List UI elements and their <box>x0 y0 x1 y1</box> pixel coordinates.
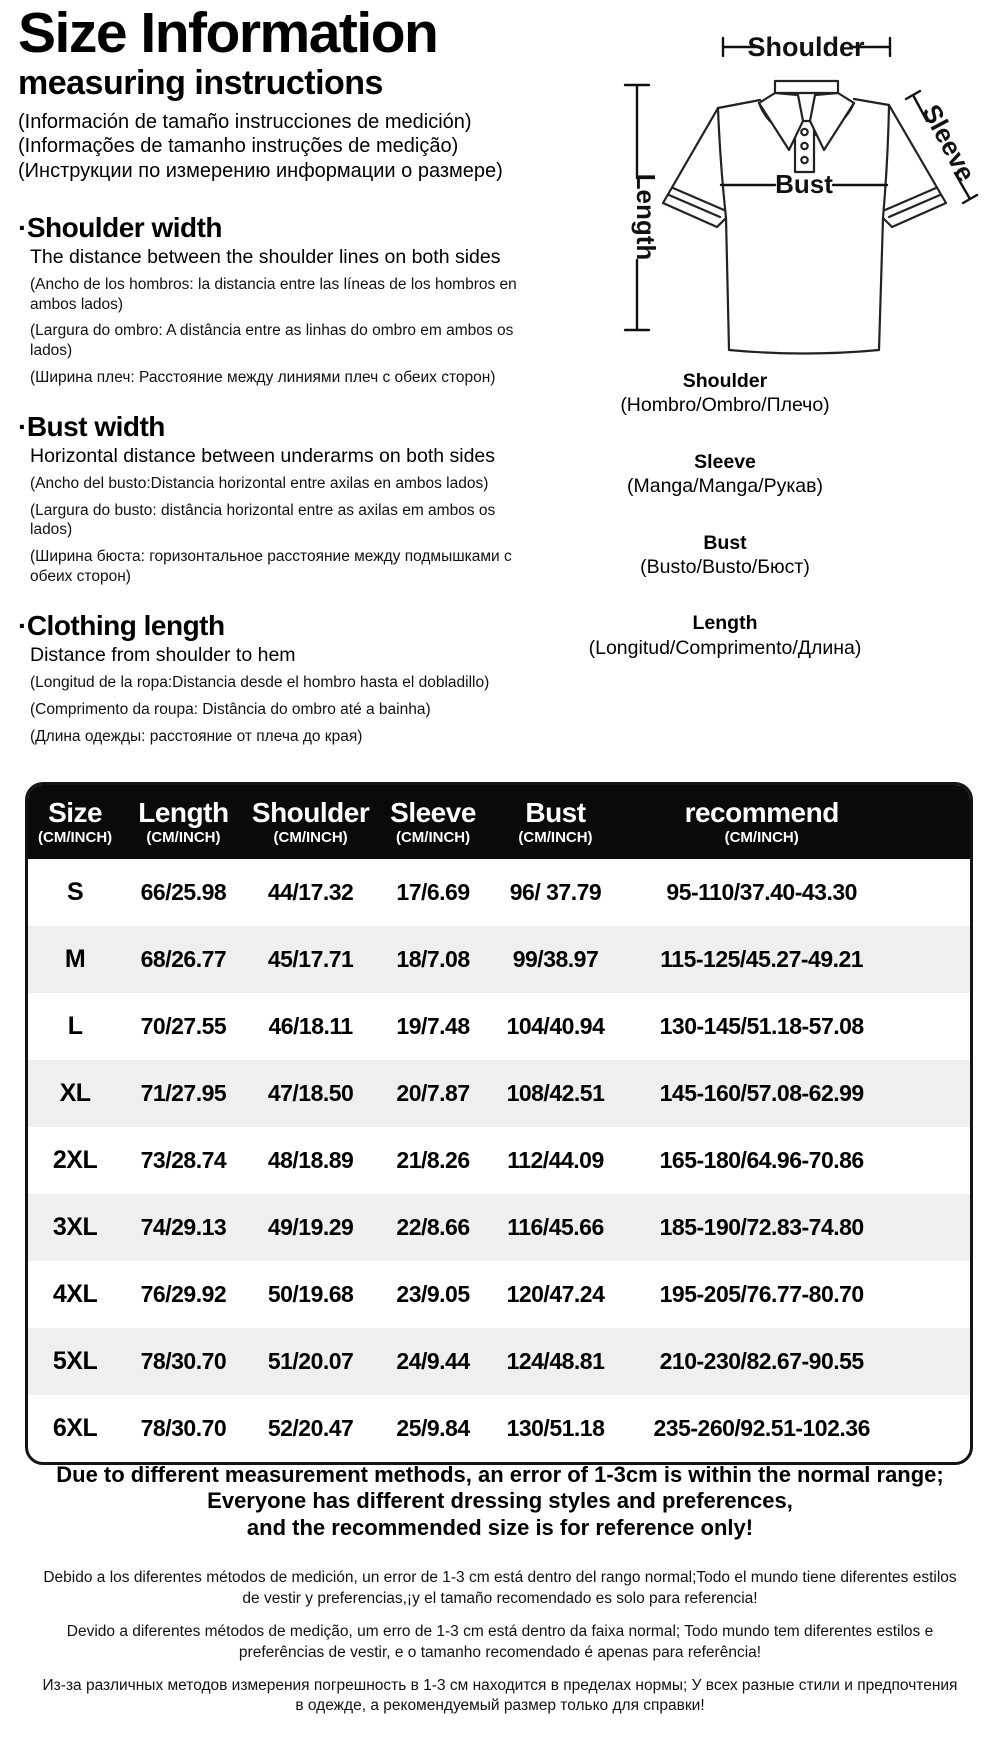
column-header-bust <box>490 785 622 859</box>
disclaimer-line: and the recommended size is for reference only! <box>246 1514 754 1540</box>
measurement-label-shoulder <box>545 370 905 418</box>
measurement-translation: (Hombro/Ombro/Плечо) <box>620 394 830 417</box>
size-value: S <box>67 878 84 906</box>
disclaimer-es: Debido a los diferentes métodos de medición, un error de 1-3 cm está dentro del rango normal;Todo el mundo tiene diferentes estilos de vestir y preferencias,¡y el tamaño recomendado es solo para referencia! <box>43 1569 957 1607</box>
table-row-xl <box>28 1060 970 1127</box>
page-title: Size Information <box>18 1 438 65</box>
table-row-4xl <box>28 1261 970 1328</box>
column-unit: (CM/INCH) <box>146 829 221 847</box>
recommend-value: 95-110/37.40-43.30 <box>666 879 857 905</box>
disclaimer-ru: Из-за различных методов измерения погрешность в 1-3 см находится в пределах нормы; У всех разные стили и предпочтения в одежде, а рекомендуемый размер только для справки! <box>42 1676 958 1715</box>
diagram-length-label: Length <box>631 173 661 261</box>
measurement-translation: (Longitud/Comprimento/Длина) <box>588 636 862 659</box>
section-description: Horizontal distance between underarms on both sides <box>30 444 496 467</box>
table-row-2xl <box>28 1127 970 1194</box>
length-value: 73/28.74 <box>140 1147 227 1173</box>
column-unit: (CM/INCH) <box>518 829 593 847</box>
size-value: 3XL <box>52 1213 98 1241</box>
shoulder-value: 51/20.07 <box>267 1348 354 1374</box>
measurement-name: Length <box>692 612 758 635</box>
sleeve-value: 17/6.69 <box>396 879 470 905</box>
recommend-value: 195-205/76.77-80.70 <box>659 1281 864 1307</box>
size-value: XL <box>59 1079 91 1107</box>
bust-value: 116/45.66 <box>507 1214 604 1240</box>
length-value: 68/26.77 <box>140 946 227 972</box>
column-header-shoulder <box>245 785 377 859</box>
diagram-bust-label: Bust <box>775 169 833 199</box>
size-value: 6XL <box>52 1414 98 1442</box>
translation-ru: (Ширина бюста: горизонтальное расстояние между подмышками с обеих сторон) <box>30 548 512 585</box>
translation-pt: (Largura do ombro: A distância entre as linhas do ombro em ambos os lados) <box>30 322 514 359</box>
length-value: 78/30.70 <box>140 1348 227 1374</box>
measurement-name: Sleeve <box>694 450 756 473</box>
shoulder-value: 52/20.47 <box>267 1415 354 1441</box>
size-table <box>25 782 973 1465</box>
sleeve-value: 24/9.44 <box>396 1348 470 1374</box>
disclaimer-pt: Devido a diferentes métodos de medição, um erro de 1-3 cm está dentro da faixa normal; Todo mundo tem diferentes estilos e preferências de vestir, e o tamanho recomendado é apenas para referência! <box>66 1623 934 1661</box>
recommend-value: 145-160/57.08-62.99 <box>659 1080 864 1106</box>
measurement-translation: (Busto/Busto/Бюст) <box>640 555 810 578</box>
shoulder-value: 49/19.29 <box>267 1214 354 1240</box>
diagram-shoulder-label: Shoulder <box>747 32 865 62</box>
recommend-value: 165-180/64.96-70.86 <box>659 1147 864 1173</box>
sleeve-value: 23/9.05 <box>396 1281 470 1307</box>
size-table-body <box>28 859 970 1462</box>
length-value: 76/29.92 <box>140 1281 227 1307</box>
column-unit: (CM/INCH) <box>724 829 799 847</box>
column-label: Bust <box>525 796 586 828</box>
shoulder-value: 50/19.68 <box>267 1281 354 1307</box>
translation-es: (Longitud de la ropa:Distancia desde el hombro hasta el dobladillo) <box>30 674 490 692</box>
bust-value: 112/44.09 <box>507 1147 604 1173</box>
bust-value: 120/47.24 <box>506 1281 605 1307</box>
sleeve-value: 22/8.66 <box>396 1214 470 1240</box>
section-description: Distance from shoulder to hem <box>30 643 296 666</box>
table-row-6xl <box>28 1395 970 1462</box>
recommend-value: 210-230/82.67-90.55 <box>659 1348 864 1374</box>
length-value: 78/30.70 <box>140 1415 227 1441</box>
recommend-value: 130-145/51.18-57.08 <box>659 1013 864 1039</box>
shoulder-value: 48/18.89 <box>267 1147 354 1173</box>
translation-ru: (Ширина плеч: Расстояние между линиями плеч с обеих сторон) <box>30 368 496 386</box>
shoulder-value: 44/17.32 <box>267 879 354 905</box>
translation-es: (Ancho del busto:Distancia horizontal entre axilas en ambos lados) <box>30 475 489 493</box>
column-label: Sleeve <box>390 796 476 828</box>
bust-value: 104/40.94 <box>506 1013 605 1039</box>
size-value: 4XL <box>52 1280 98 1308</box>
bust-value: 96/ 37.79 <box>509 879 602 905</box>
shoulder-value: 47/18.50 <box>267 1080 354 1106</box>
table-row-l <box>28 993 970 1060</box>
bust-value: 130/51.18 <box>506 1415 605 1441</box>
size-value: 2XL <box>52 1146 98 1174</box>
column-header-recommend <box>621 785 970 859</box>
length-value: 74/29.13 <box>140 1214 227 1240</box>
section-heading: ·Shoulder width <box>18 212 223 244</box>
column-label: recommend <box>684 796 839 828</box>
subtitle-translation-pt: (Informações de tamanho instruções de medição) <box>18 135 459 158</box>
section-heading: ·Clothing length <box>18 610 225 642</box>
polo-shirt-illustration-icon <box>553 12 1000 362</box>
section-translations <box>30 275 530 387</box>
intro-block <box>18 1 555 753</box>
size-table-header <box>28 785 970 859</box>
section-translations <box>30 673 530 746</box>
bust-value: 108/42.51 <box>506 1080 605 1106</box>
section-translations <box>30 474 530 586</box>
translation-pt: (Comprimento da roupa: Distância do ombro até a bainha) <box>30 700 431 718</box>
translation-ru: (Длина одежды: расстояние от плеча до края) <box>30 727 363 745</box>
measurement-label-sleeve <box>545 451 905 499</box>
length-value: 71/27.95 <box>140 1080 227 1106</box>
translation-es: (Ancho de los hombros: la distancia entre las líneas de los hombros en ambos lados) <box>30 275 517 313</box>
page-subtitle: measuring instructions <box>18 64 383 103</box>
translation-pt: (Largura do busto: distância horizontal entre as axilas em ambos os lados) <box>30 501 496 539</box>
column-header-size <box>28 785 122 859</box>
recommend-value: 235-260/92.51-102.36 <box>653 1415 870 1441</box>
column-unit: (CM/INCH) <box>395 829 471 847</box>
disclaimer-heading <box>0 1462 1000 1541</box>
bust-value: 124/48.81 <box>506 1348 605 1374</box>
subtitle-translation-es: (Información de tamaño instrucciones de medición) <box>18 110 472 133</box>
subtitle-translation-ru: (Инструкции по измерению информации о размере) <box>18 159 503 182</box>
size-value: M <box>64 945 86 973</box>
size-value: L <box>67 1012 83 1040</box>
column-label: Shoulder <box>251 796 370 828</box>
section-clothing-length <box>18 611 555 746</box>
section-bust-width <box>18 412 555 586</box>
column-unit: (CM/INCH) <box>273 829 348 847</box>
recommend-value: 185-190/72.83-74.80 <box>659 1214 864 1240</box>
measurement-label-bust <box>545 532 905 580</box>
sleeve-value: 20/7.87 <box>396 1080 470 1106</box>
sleeve-value: 21/8.26 <box>396 1147 470 1173</box>
shoulder-value: 45/17.71 <box>267 946 354 972</box>
table-row-m <box>28 926 970 993</box>
measurement-translation: (Manga/Manga/Рукав) <box>627 475 823 498</box>
table-row-3xl <box>28 1194 970 1261</box>
section-shoulder-width <box>18 213 555 387</box>
shoulder-value: 46/18.11 <box>268 1013 353 1039</box>
disclaimer-line: Due to different measurement methods, an error of 1-3cm is within the normal range; <box>56 1462 944 1487</box>
subtitle-translations <box>18 110 555 183</box>
measurement-label-length <box>545 612 905 660</box>
column-header-length <box>122 785 244 859</box>
sleeve-value: 18/7.08 <box>396 946 470 972</box>
measurement-name: Bust <box>703 531 747 554</box>
recommend-value: 115-125/45.27-49.21 <box>660 946 864 972</box>
length-value: 70/27.55 <box>140 1013 227 1039</box>
sleeve-value: 19/7.48 <box>396 1013 470 1039</box>
column-header-sleeve <box>377 785 490 859</box>
table-row-5xl <box>28 1328 970 1395</box>
column-label: Size <box>48 796 103 828</box>
section-heading: ·Bust width <box>18 411 165 443</box>
measurement-name: Shoulder <box>682 370 768 392</box>
disclaimer-line: Everyone has different dressing styles and preferences, <box>207 1488 793 1514</box>
measurement-labels-column <box>545 370 905 693</box>
polo-shirt-diagram <box>553 12 1000 362</box>
section-description: The distance between the shoulder lines on both sides <box>30 245 501 268</box>
diagram-sleeve-label: Sleeve <box>916 99 982 187</box>
column-label: Length <box>138 796 229 828</box>
bust-value: 99/38.97 <box>512 946 599 972</box>
footer-disclaimer <box>0 1462 1000 1717</box>
column-unit: (CM/INCH) <box>38 829 113 847</box>
size-value: 5XL <box>52 1347 98 1375</box>
table-row-s <box>28 859 970 926</box>
length-value: 66/25.98 <box>140 879 227 905</box>
sleeve-value: 25/9.84 <box>396 1415 470 1441</box>
